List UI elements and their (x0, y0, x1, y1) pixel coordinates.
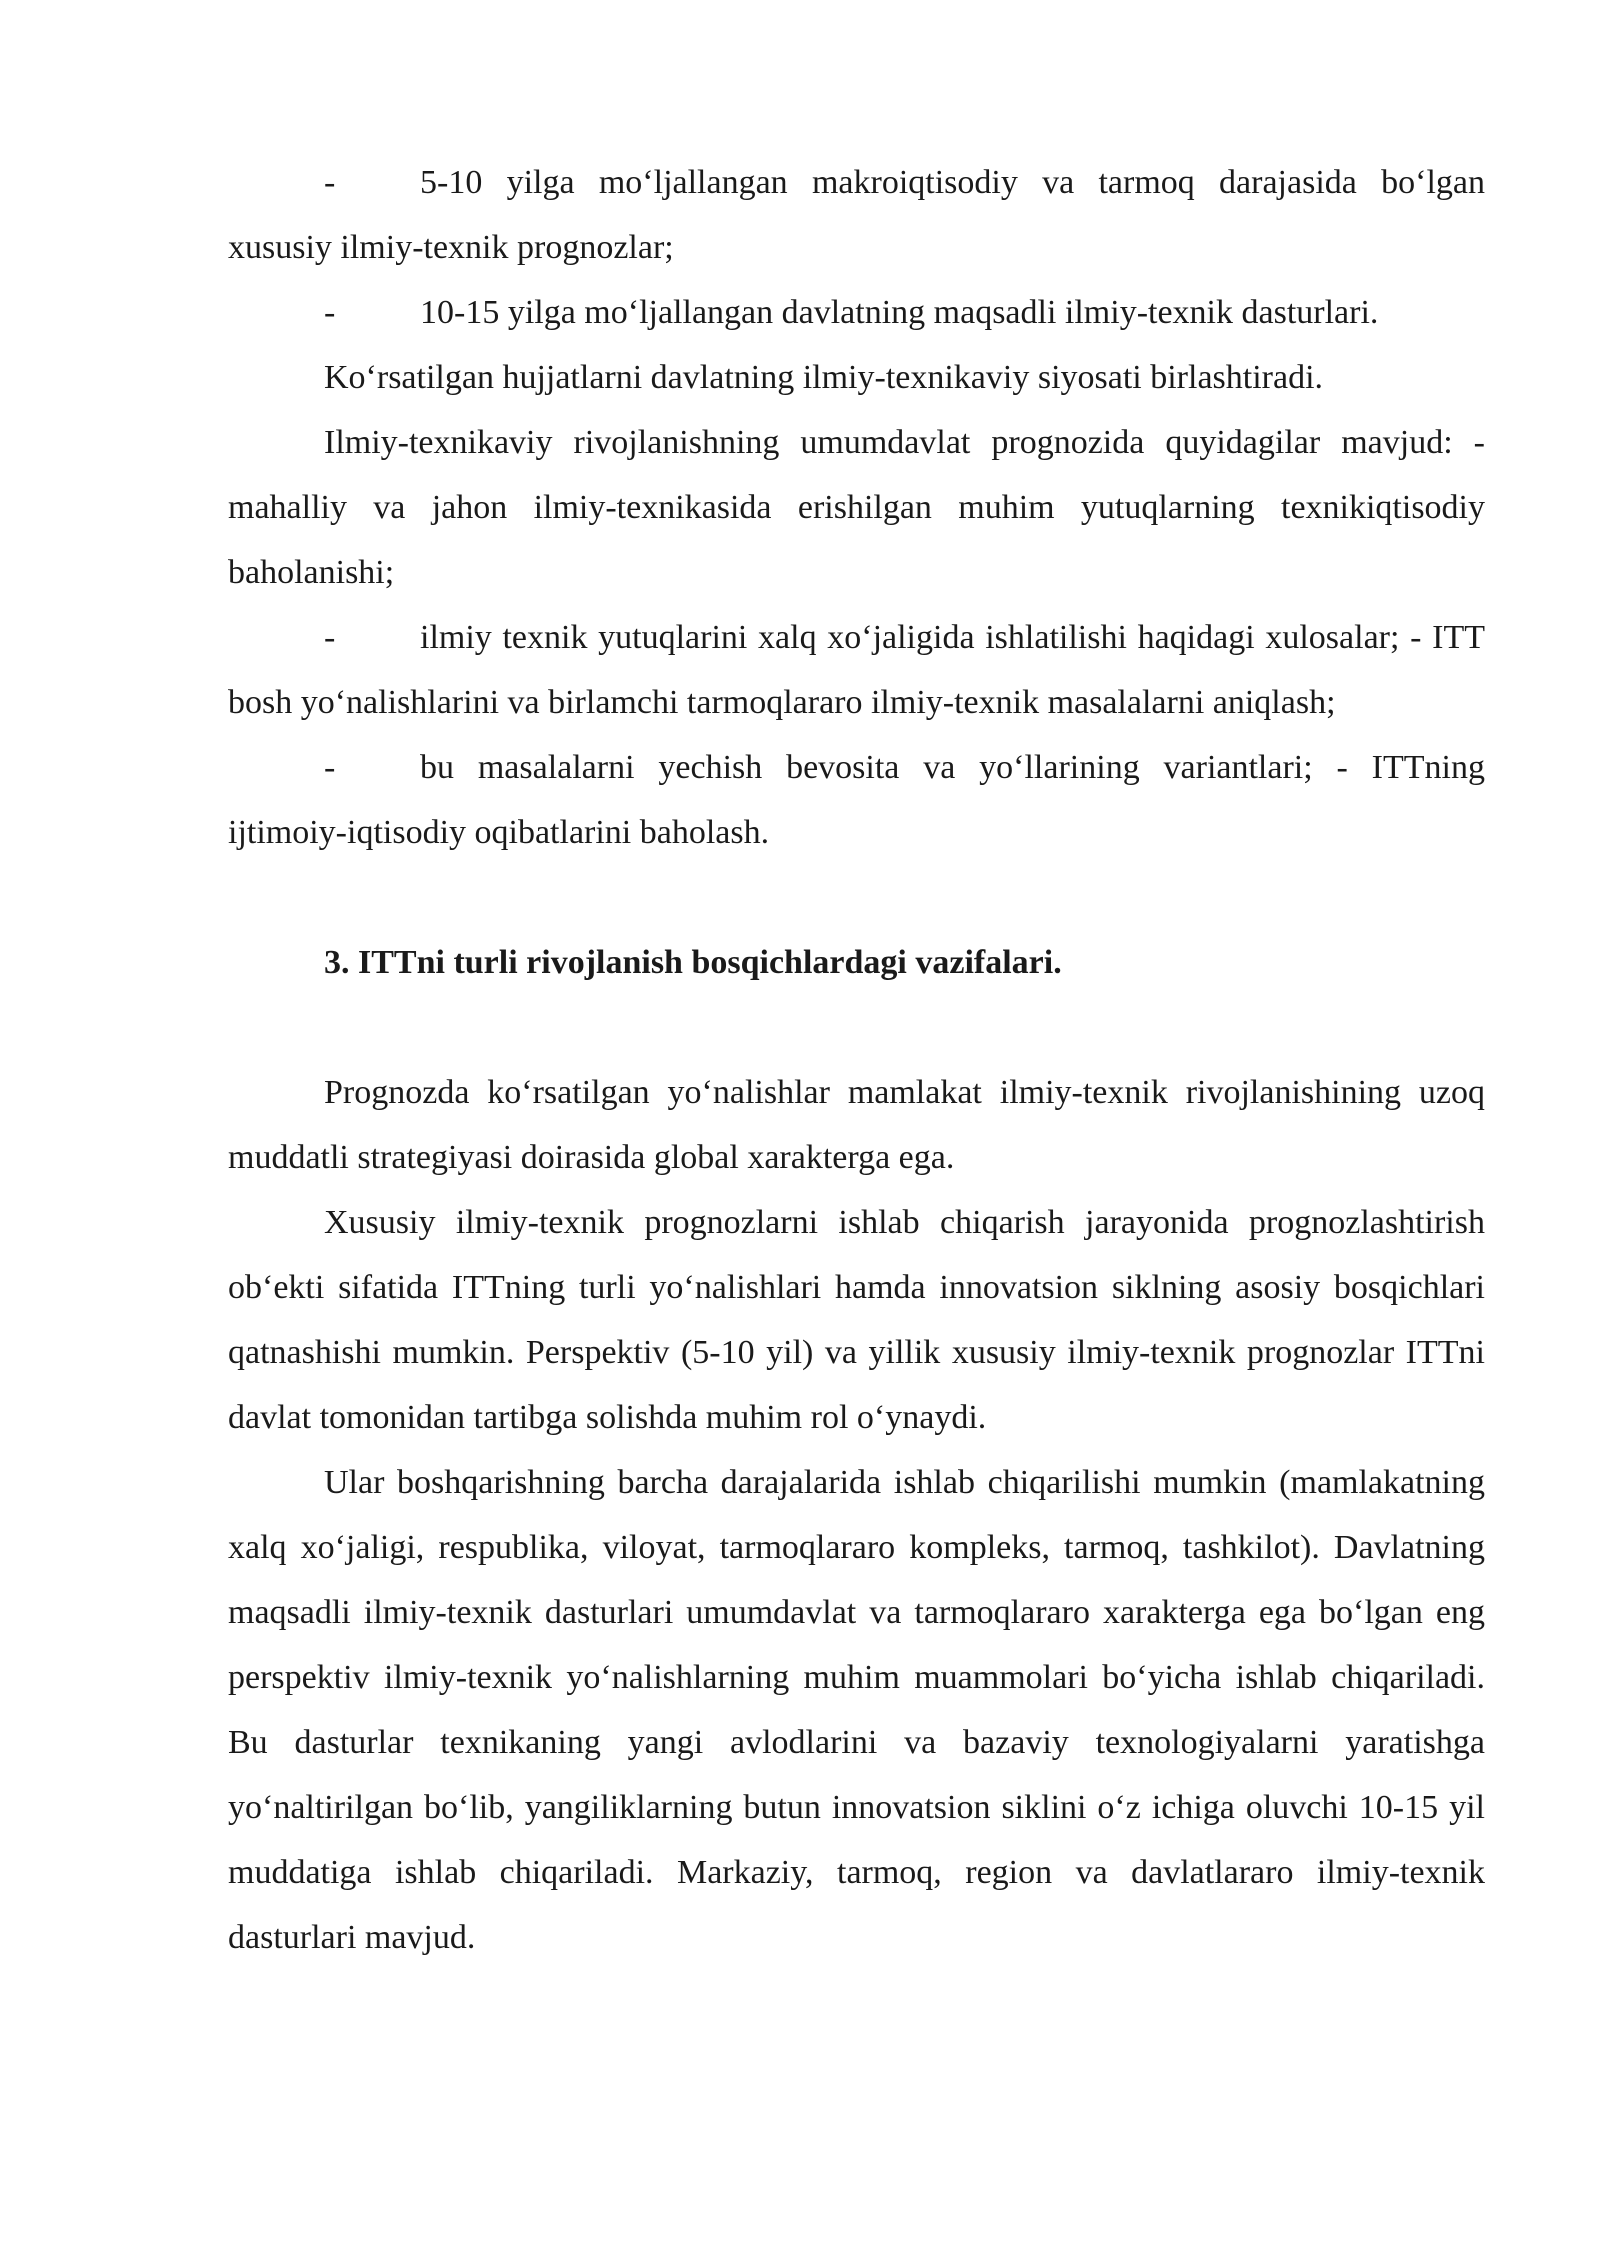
dash-item-text: 5-10 yilga mo‘ljallangan makroiqtisodiy va tarmoq darajasida bo‘lgan xususiy ilmiy-texnik prognozlar; (228, 164, 1485, 266)
paragraph: Prognozda ko‘rsatilgan yo‘nalishlar mamlakat ilmiy-texnik rivojlanishining uzoq muddatli strategiyasi doirasida global xarakterga ega. (228, 1074, 1485, 1176)
dash-marker: - (324, 619, 336, 656)
dash-item-text: 10-15 yilga mo‘ljallangan davlatning maqsadli ilmiy-texnik dasturlari. (420, 294, 1379, 331)
dash-marker: - (324, 749, 336, 786)
dash-item-text: ilmiy texnik yutuqlarini xalq xo‘jaligida ishlatilishi haqidagi xulosalar; - ITT bosh yo‘nalishlarini va birlamchi tarmoqlararo ilmiy-texnik masalalarni aniqlash; (228, 619, 1485, 721)
dash-marker: - (324, 294, 336, 331)
blank-line (228, 995, 1485, 1060)
dash-marker: - (324, 164, 336, 201)
dash-item (228, 150, 1485, 280)
document-page (228, 150, 1485, 1970)
paragraph: Ilmiy-texnikaviy rivojlanishning umumdavlat prognozida quyidagilar mavjud: - mahalliy va jahon ilmiy-texnikasida erishilgan muhim yutuqlarning texnikiqtisodiy baholanishi; (228, 424, 1485, 591)
blank-line (228, 865, 1485, 930)
paragraph: Ular boshqarishning barcha darajalarida ishlab chiqarilishi mumkin (mamlakatning xalq xo‘jaligi, respublika, viloyat, tarmoqlararo kompleks, tarmoq, tashkilot). Davlatning maqsadli ilmiy-texnik dasturlari umumdavlat va tarmoqlararo xarakterga ega bo‘lgan eng perspektiv ilmiy-texnik yo‘nalishlarning muhim muammolari bo‘yicha ishlab chiqariladi. Bu dasturlar texnikaning yangi avlodlarini va bazaviy texnologiyalarni yaratishga yo‘naltirilgan bo‘lib, yangiliklarning butun innovatsion siklini o‘z ichiga oluvchi 10-15 yil muddatiga ishlab chiqariladi. Markaziy, tarmoq, region va davlatlararo ilmiy-texnik dasturlari mavjud. (228, 1464, 1485, 1956)
paragraph: Ko‘rsatilgan hujjatlarni davlatning ilmiy-texnikaviy siyosati birlashtiradi. (324, 359, 1324, 396)
dash-item (228, 605, 1485, 735)
dash-item (228, 735, 1485, 865)
dash-item-text: bu masalalarni yechish bevosita va yo‘llarining variantlari; - ITTning ijtimoiy-iqtisodiy oqibatlarini baholash. (228, 749, 1485, 851)
dash-item (228, 280, 1485, 345)
paragraph: Xususiy ilmiy-texnik prognozlarni ishlab chiqarish jarayonida prognozlashtirish ob‘ekti sifatida ITTning turli yo‘nalishlari hamda innovatsion siklning asosiy bosqichlari qatnashishi mumkin. Perspektiv (5-10 yil) va yillik xususiy ilmiy-texnik prognozlar ITTni davlat tomonidan tartibga solishda muhim rol o‘ynaydi. (228, 1204, 1485, 1436)
section-heading: 3. ITTni turli rivojlanish bosqichlardagi vazifalari. (324, 944, 1062, 981)
